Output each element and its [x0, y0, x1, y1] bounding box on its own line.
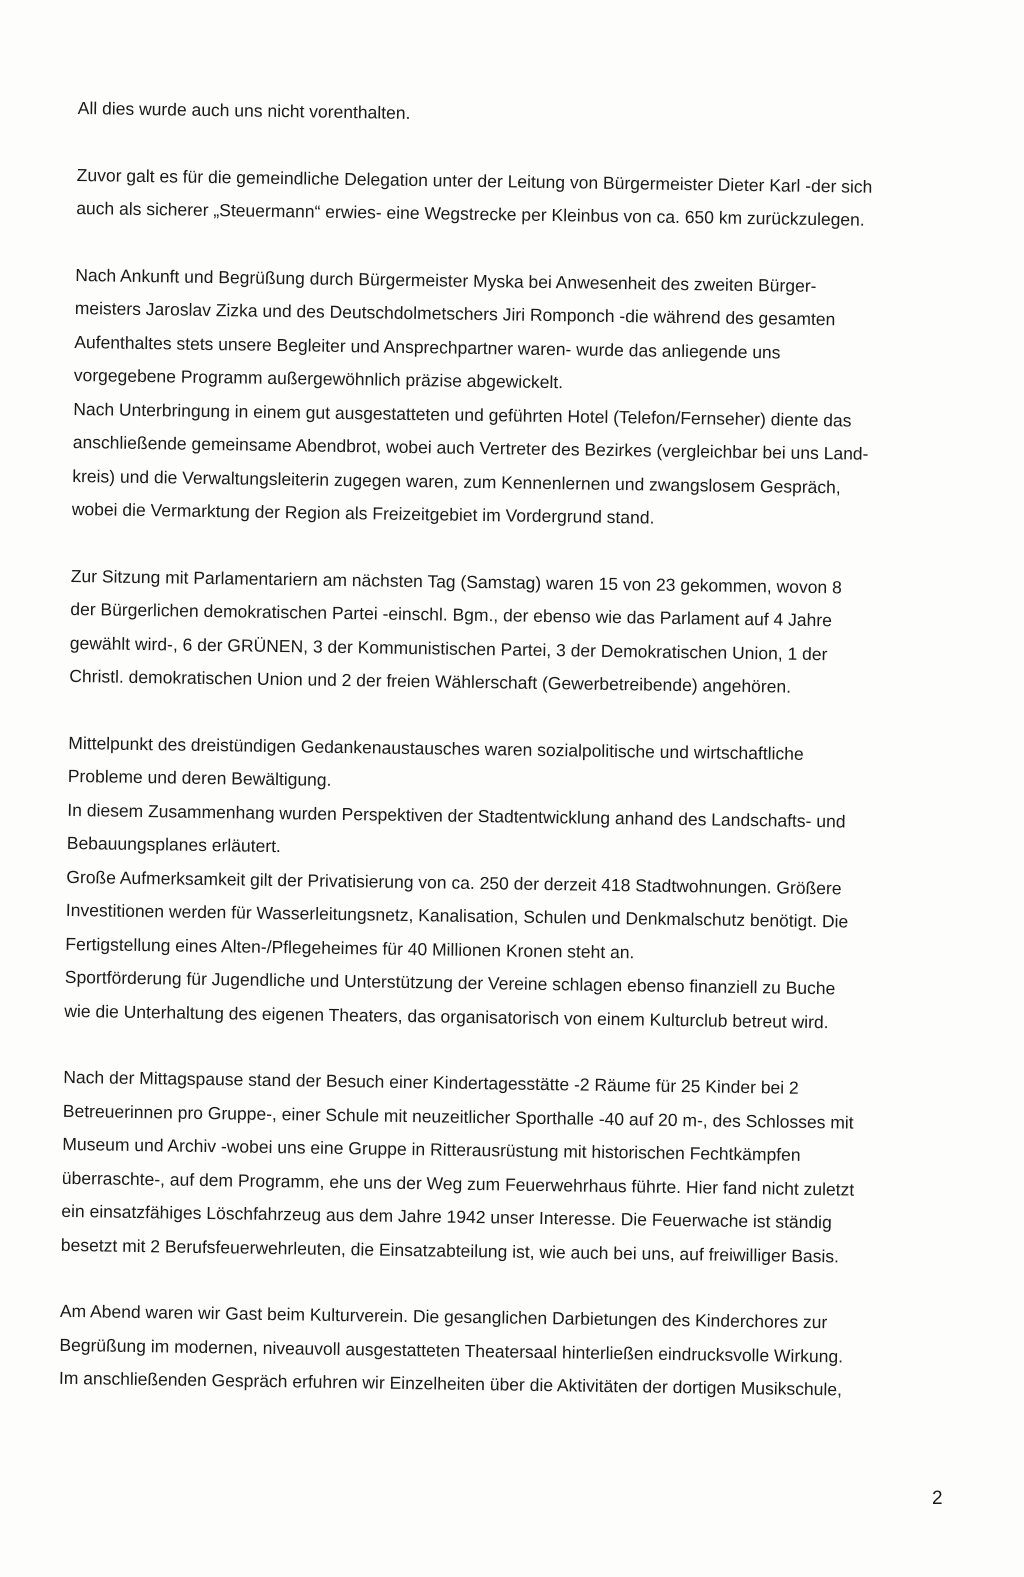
text-line: überraschte-, auf dem Programm, ehe uns der Weg zum Feuerwehrhaus führte. Hier fand nicht zuletzt: [61, 1167, 855, 1200]
text-line: auch als sicherer „Steuermann“ erwies- eine Wegstrecke per Kleinbus von ca. 650 km zurückzulegen.: [76, 197, 865, 230]
text-line: Begrüßung im modernen, niveauvoll ausgestatteten Theatersaal hinterließen eindrucksvolle Wirkung.: [59, 1334, 844, 1366]
paragraph: [61, 1061, 944, 1275]
text-line: gewählt wird-, 6 der GRÜNEN, 3 der Kommunistischen Partei, 3 der Demokratischen Union, 1 der: [69, 632, 828, 664]
text-line: Im anschließenden Gespräch erfuhren wir Einzelheiten über die Aktivitäten der dortigen Musikschule,: [58, 1367, 843, 1400]
text-line: Probleme und deren Bewältigung.: [67, 765, 332, 790]
text-line: Mittelpunkt des dreistündigen Gedankenaustausches waren sozialpolitische und wirtschaftliche: [68, 732, 804, 764]
text-line: Museum und Archiv -wobei uns eine Gruppe in Ritterausrüstung mit historischen Fechtkämpfen: [62, 1133, 801, 1165]
text-line: Zuvor galt es für die gemeindliche Delegation unter der Leitung von Bürgermeister Dieter Karl -der sich: [76, 164, 873, 197]
paragraph: [72, 258, 956, 539]
text-line: wobei die Vermarktung der Region als Freizeitgebiet im Vordergrund stand.: [71, 498, 655, 528]
text-line: Zur Sitzung mit Parlamentariern am nächsten Tag (Samstag) waren 15 von 23 gekommen, wovon 8: [70, 565, 842, 597]
text-line: ein einsatzfähiges Löschfahrzeug aus dem Jahre 1942 unser Interesse. Die Feuerwache ist ständig: [61, 1200, 832, 1233]
text-line: vorgegebene Programm außergewöhnlich präzise abgewickelt.: [73, 364, 564, 393]
paragraph: [78, 92, 958, 139]
text-line: Fertigstellung eines Alten-/Pflegeheimes für 40 Millionen Kronen steht an.: [65, 933, 635, 962]
text-line: besetzt mit 2 Berufsfeuerwehrleuten, die Einsatzabteilung ist, wie auch bei uns, auf freiwilliger Basis.: [60, 1234, 840, 1266]
text-line: Investitionen werden für Wasserleitungsnetz, Kanalisation, Schulen und Denkmalschutz benötigt. Die: [65, 899, 849, 932]
paragraph: [76, 158, 957, 238]
paragraph: [59, 1295, 940, 1409]
text-line: Nach Ankunft und Begrüßung durch Bürgermeister Myska bei Anwesenheit des zweiten Bürger-: [75, 264, 817, 296]
text-line: All dies wurde auch uns nicht vorenthalten.: [77, 97, 411, 123]
text-line: Große Aufmerksamkeit gilt der Privatisierung von ca. 250 der derzeit 418 Stadtwohnungen. Größere: [66, 866, 842, 898]
document-body: [58, 92, 958, 1441]
page-number: 2: [932, 1488, 943, 1509]
text-line: Betreuerinnen pro Gruppe-, einer Schule mit neuzeitlicher Sporthalle -40 auf 20 m-, des Schlosses mit: [62, 1100, 854, 1133]
text-line: Nach Unterbringung in einem gut ausgestatteten und geführten Hotel (Telefon/Fernseher) diente das: [73, 398, 852, 431]
text-line: kreis) und die Verwaltungsleiterin zugegen waren, zum Kennenlernen und zwangslosem Gespräch,: [72, 465, 841, 497]
text-line: Sportförderung für Jugendliche und Unterstützung der Vereine schlagen ebenso finanziell zu Buche: [64, 966, 836, 999]
text-line: Christl. demokratischen Union und 2 der freien Wählerschaft (Gewerbetreibende) angehören.: [69, 665, 792, 697]
text-line: Nach der Mittagspause stand der Besuch einer Kindertagesstätte -2 Räume für 25 Kinder bei 2: [63, 1066, 799, 1098]
paragraph: [69, 559, 951, 706]
text-line: anschließende gemeinsame Abendbrot, wobei auch Vertreter des Bezirkes (vergleichbar bei uns Land-: [72, 431, 869, 464]
text-line: In diesem Zusammenhang wurden Perspektiven der Stadtentwicklung anhand des Landschafts- und: [67, 799, 846, 831]
text-line: Bebauungsplanes erläutert.: [66, 832, 282, 857]
text-line: der Bürgerlichen demokratischen Partei -einschl. Bgm., der ebenso wie das Parlament auf 4 Jahre: [70, 598, 833, 631]
paragraph: [64, 726, 948, 1041]
text-line: Aufenthaltes stets unsere Begleiter und Ansprechpartner waren- wurde das anliegende uns: [74, 331, 781, 362]
text-line: meisters Jaroslav Zizka und des Deutschdolmetschers Jiri Romponch -die während des gesamten: [74, 297, 836, 330]
text-line: Am Abend waren wir Gast beim Kulturverein. Die gesanglichen Darbietungen des Kinderchores zur: [59, 1300, 828, 1333]
text-line: wie die Unterhaltung des eigenen Theaters, das organisatorisch von einem Kulturclub betreut wird.: [64, 1000, 829, 1032]
